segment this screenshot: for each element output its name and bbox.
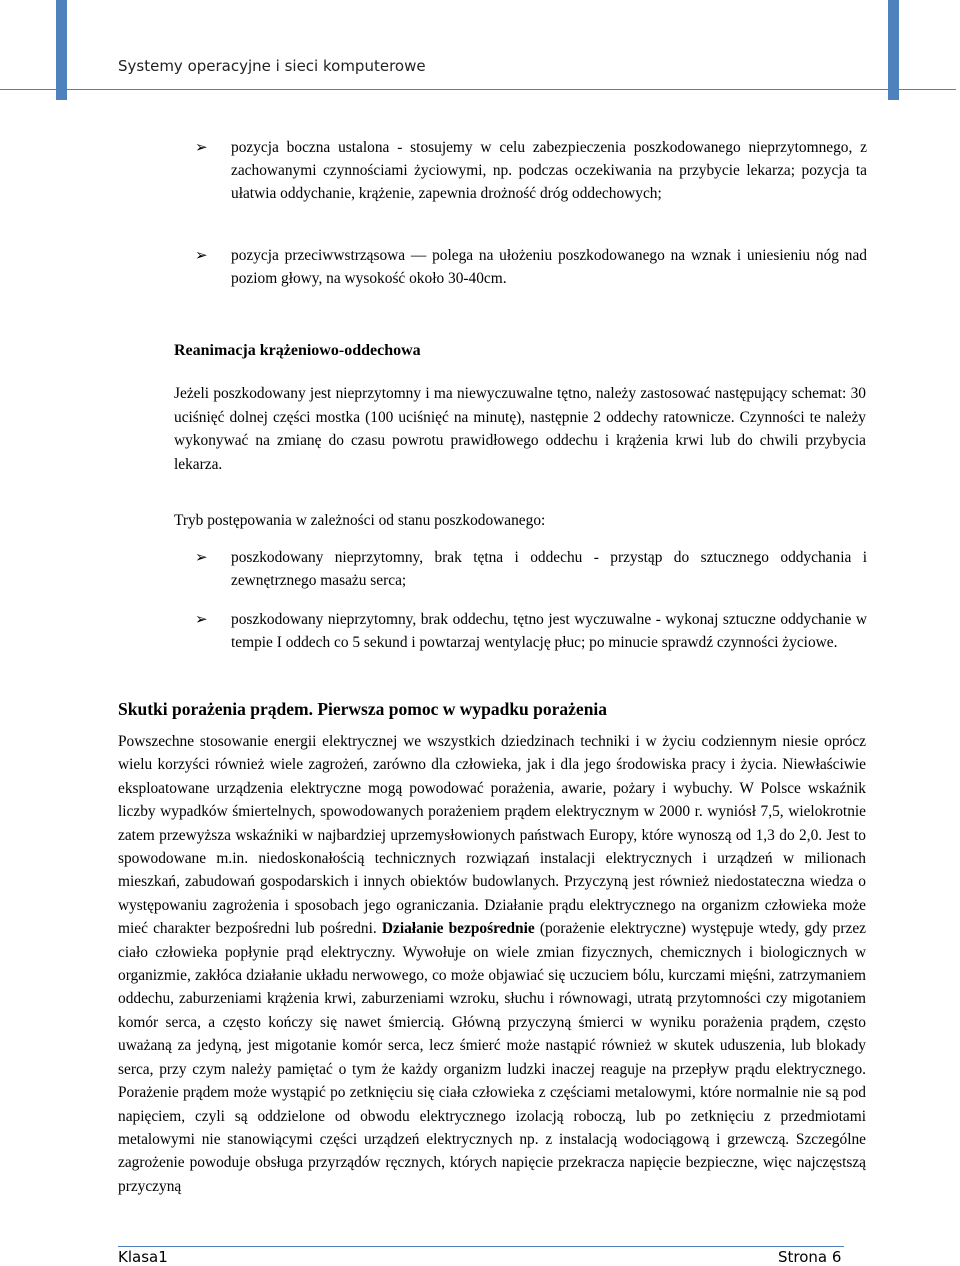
bullet-text: pozycja przeciwwstrząsowa — polega na ułożeniu poszkodowanego na wznak i uniesieniu nóg nad poziom głowy, na wysokość około 30-40cm. (231, 247, 867, 287)
arrow-bullet-icon: ➢ (195, 610, 208, 628)
bullet-text: poszkodowany nieprzytomny, brak tętna i oddechu - przystąp do sztucznego oddychania i zewnętrznego masażu serca; (231, 549, 867, 589)
bullet-text: pozycja boczna ustalona - stosujemy w celu zabezpieczenia poszkodowanego nieprzytomnego, z zachowanymi czynnościami życiowymi, np. podczas oczekiwania na przybycie lekarza; pozycja ta ułatwia oddychanie, krążenie, zapewnia drożność dróg oddechowych; (231, 139, 867, 202)
body-text-part2: (porażenie elektryczne) występuje wtedy, gdy przez ciało człowieka popłynie prąd elektryczny. Wywołuje on wiele zmian fizycznych, chemicznych i biologicznych w organizmie, zakłóca działanie układu nerwowego, co może objawiać się uczuciem bólu, kurczami mięśni, zatrzymaniem oddechu, zaburzeniami krążenia krwi, zaburzeniami wzroku, słuchu i równowagi, utratą przytomności czy migotaniem komór serca, a często kończy się nawet śmiercią. Główną przyczyną śmierci w wyniku porażenia prądem, często uważaną za jedyną, jest migotanie komór serca, lecz śmierć może nastąpić również w skutek uduszenia, lub blokady serca, przy czym należy pamiętać o tym że każdy organizm ludzki inaczej reaguje na przepływ prądu elektrycznego. Porażenie prądem może wystąpić po zetknięciu się ciała człowieka z częściami metalowymi, które normalnie nie są pod napięciem, czyli są oddzielone od obwodu elektrycznego izolacją roboczą, lub po zetknięciu z przedmiotami metalowymi nie stanowiącymi części urządzeń elektrycznych np. z instalacją wodociągową i grzewczą. Szczególne zagrożenie powoduje obsługa przyrządów ręcznych, których napięcie przekracza napięcie bezpieczne, więc najczęstszą przyczyną (118, 920, 866, 1195)
electric-body-text (118, 730, 866, 1244)
bullet-item (195, 546, 867, 592)
bullet-text: poszkodowany nieprzytomny, brak oddechu, tętno jest wyczuwalne - wykonaj sztuczne oddychanie w tempie I oddech co 5 sekund i powtarzaj wentylację płuc; po minucie sprawdź czynności życiowe. (231, 611, 867, 651)
body-text-part1: Powszechne stosowanie energii elektrycznej we wszystkich dziedzinach techniki i w życiu codziennym niesie oprócz wielu korzyści również wiele zagrożeń, zarówno dla człowieka, jak i dla jego środowiska pracy i życia. Niewłaściwie eksploatowane urządzenia elektryczne mogą powodować porażenia, awarie, pożary i wybuchy. W Polsce wskaźnik liczby wypadków śmiertelnych, spowodowanych porażeniem prądem elektrycznym w 2000 r. wyniósł 7,5, wielokrotnie zatem przewyższa wskaźniki w najbardziej uprzemysłowionych państwach Europy, które wynoszą od 1,3 do 2,0. Jest to spowodowane m.in. niedoskonałością technicznych rozwiązań instalacji elektrycznych i urządzeń w milionach mieszkań, zabudowań gospodarskich i innych obiektów budowlanych. Przyczyną jest również niedostateczna wiedza o występowaniu zagrożenia i sposobach jego ograniczania. Działanie prądu elektrycznego na organizm człowieka może mieć charakter bezpośredni lub pośredni. (118, 733, 866, 938)
arrow-bullet-icon: ➢ (195, 246, 208, 264)
header-accent-bar-right (888, 0, 899, 100)
section-heading-electric: Skutki porażenia prądem. Pierwsza pomoc w wypadku porażenia (118, 699, 608, 719)
header-rule (0, 89, 956, 90)
arrow-bullet-icon: ➢ (195, 138, 208, 156)
bullet-item (195, 608, 867, 654)
reanimation-paragraph: Jeżeli poszkodowany jest nieprzytomny i ma niewyczuwalne tętno, należy zastosować następujący schemat: 30 uciśnięć dolnej części mostka (100 uciśnięć na minutę), następnie 2 oddechy ratownicze. Czynności te należy wykonywać na zmianę do czasu powrotu prawidłowego oddechu i krążenia krwi lub do chwili przybycia lekarza. (174, 385, 866, 473)
header-accent-bar-left (56, 0, 67, 100)
footer-class-label: Klasa1 (118, 1248, 168, 1266)
section-heading-reanimation: Reanimacja krążeniowo-oddechowa (174, 342, 421, 359)
footer-page-number: Strona 6 (778, 1248, 842, 1266)
bullet-item (195, 136, 867, 205)
procedure-intro: Tryb postępowania w zależności od stanu poszkodowanego: (174, 512, 546, 529)
bold-term: Działanie bezpośrednie (381, 920, 535, 938)
header-title: Systemy operacyjne i sieci komputerowe (118, 57, 426, 75)
footer-rule (118, 1246, 844, 1247)
bullet-item (195, 244, 867, 290)
arrow-bullet-icon: ➢ (195, 548, 208, 566)
